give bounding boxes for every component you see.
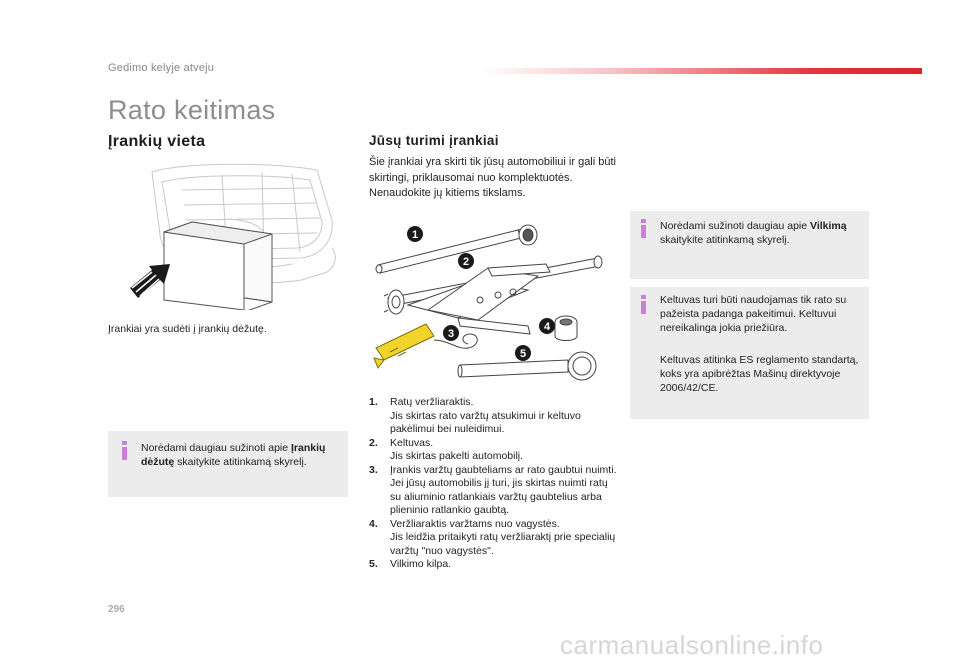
jack-regulation-note: Keltuvas atitinka ES reglamento standartą, koks yra apibrėžtas Mašinų direktyvoje 2006/42/CE. <box>660 354 859 394</box>
tool-callout-2 <box>458 253 474 269</box>
list-item: 5. Vilkimo kilpa. <box>369 558 452 570</box>
jack-info-box <box>630 287 869 419</box>
header-accent-bar <box>478 68 922 74</box>
svg-text:2: 2 <box>462 256 470 268</box>
tools-illustration <box>368 210 618 390</box>
jack-usage-note: Keltuvas turi būti naudojamas tik rato su pažeista padanga pakeitimui. Keltuvui nereikalinga jokia priežiūra. <box>660 294 847 334</box>
tools-intro-text: Šie įrankiai yra skirti tik jūsų automobiliui ir gali būti skirtingi, priklausomai nuo komplektuotės. Nenaudokite jų kitiems tikslams. <box>369 156 616 199</box>
list-item: 3. Įrankis varžtų gaubteliams ar rato gaubtui nuimti. Jei jūsų automobilis jį turi, jis skirtas nuimti ratų su aliuminio ratlankiais varžtų gaubtelius arba plieninio ratlankio gaubtą. <box>369 463 617 516</box>
tools-location-caption: Įrankiai yra sudėti į įrankių dėžutę. <box>108 323 267 335</box>
seat-toolbox-illustration <box>122 160 340 310</box>
toolbox-info-box: Norėdami daugiau sužinoti apie Įrankių dėžutę skaitykite atitinkamą skyrelį. <box>108 431 348 497</box>
towing-info-box: Norėdami sužinoti daugiau apie Vilkimą skaitykite atitinkamą skyrelį. <box>630 211 869 279</box>
tool-callout-4 <box>539 318 555 334</box>
page-title: Rato keitimas <box>108 95 276 125</box>
svg-text:3: 3 <box>447 328 455 340</box>
tool-callout-3 <box>443 325 459 341</box>
tools-location-heading: Įrankių vieta <box>108 133 206 150</box>
tool-callout-5 <box>515 345 531 361</box>
section-header: Gedimo kelyje atveju <box>108 62 215 74</box>
tool-callout-1 <box>407 226 423 242</box>
towing-link-text: Vilkimą <box>810 220 847 232</box>
list-item: 4. Veržliaraktis varžtams nuo vagystės. Jis leidžia pritaikyti ratų veržliaraktį prie specialių varžtų "nuo vagystės". <box>369 517 616 557</box>
info-i-icon <box>640 219 648 239</box>
list-item: 2. Keltuvas. Jis skirtas pakelti automobilį. <box>369 436 524 462</box>
list-item: 1. Ratų veržliaraktis. Jis skirtas rato varžtų atsukimui ir keltuvo pakėlimui bei nuleidimui. <box>369 396 581 435</box>
tools-list <box>369 396 619 572</box>
watermark: carmanualsonline.info <box>560 630 824 660</box>
your-tools-heading: Jūsų turimi įrankiai <box>369 133 499 148</box>
info-i-icon <box>640 295 648 315</box>
page-number: 296 <box>108 604 125 615</box>
svg-text:4: 4 <box>543 321 551 333</box>
info-i-icon <box>121 441 129 461</box>
svg-text:5: 5 <box>519 348 527 360</box>
toolbox-link-text: Įrankių dėžutę <box>141 442 326 468</box>
svg-text:1: 1 <box>411 229 419 241</box>
